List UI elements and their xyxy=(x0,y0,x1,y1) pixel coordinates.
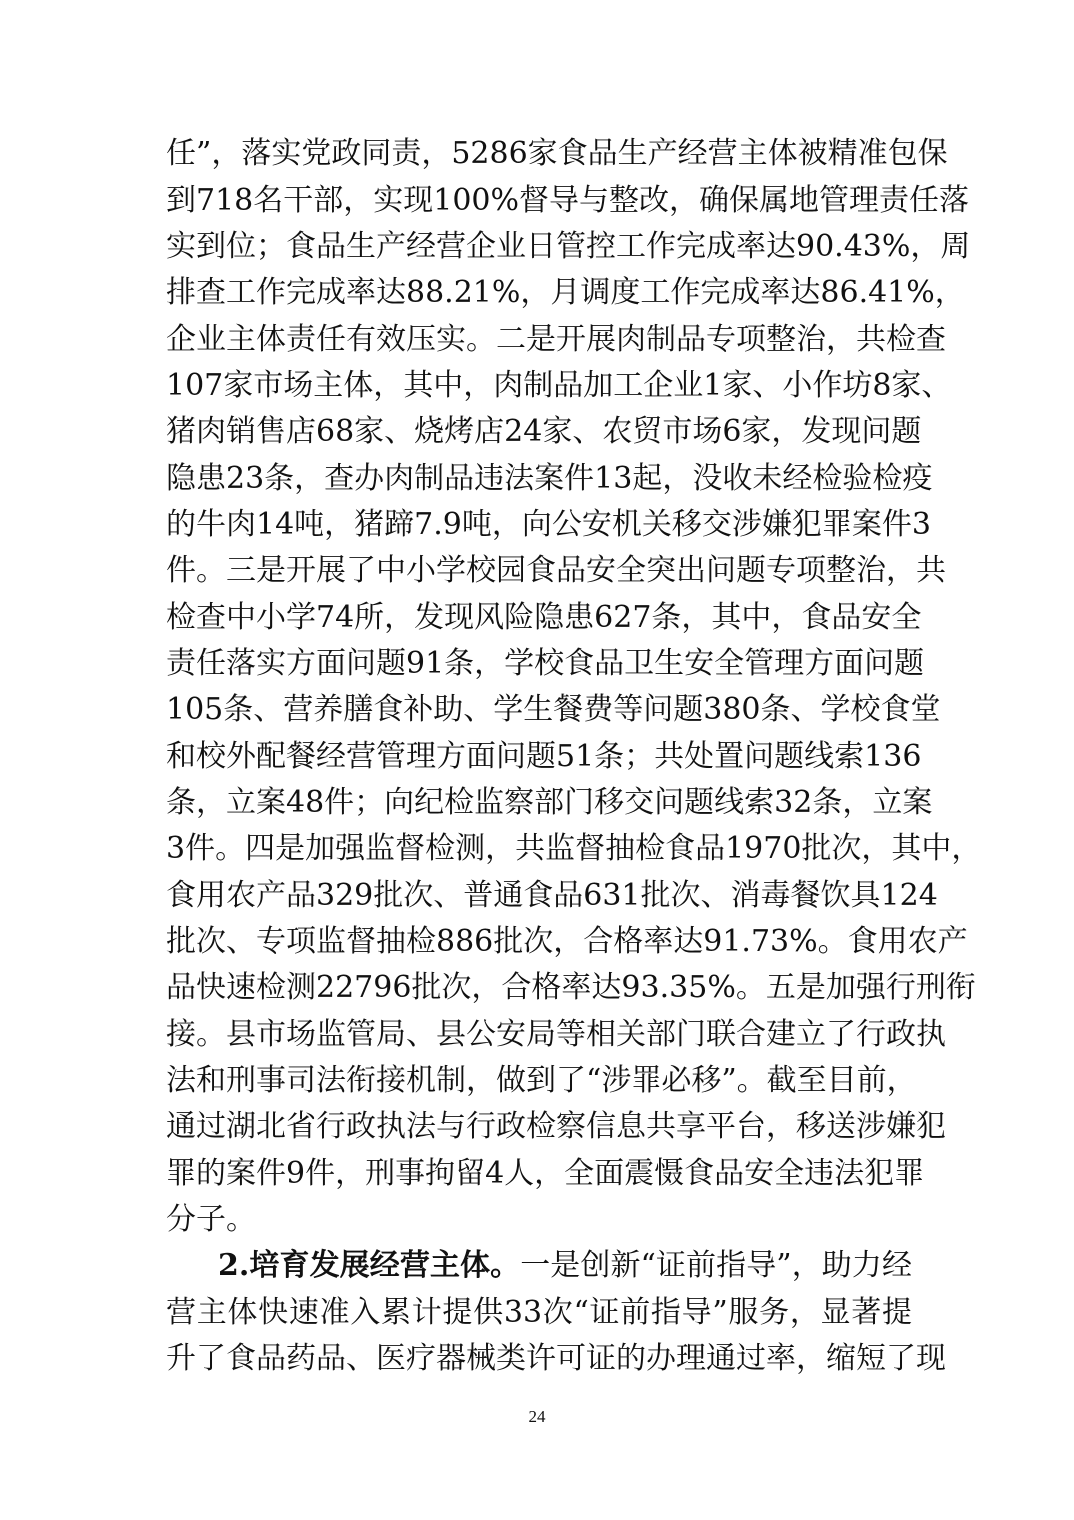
text-line: 升了食品药品、医疗器械类许可证的办理通过率，缩短了现 xyxy=(166,1341,946,1376)
text-line: 猪肉销售店68家、烧烤店24家、农贸市场6家，发现问题 xyxy=(166,414,922,449)
text-line: 任”，落实党政同责，5286家食品生产经营主体被精准包保 xyxy=(166,136,948,171)
text-line: 法和刑事司法衔接机制，做到了“涉罪必移”。截至目前， xyxy=(166,1063,917,1098)
section-heading: 2.培育发展经营主体。 xyxy=(218,1248,521,1283)
text-line: 107家市场主体，其中，肉制品加工企业1家、小作坊8家、 xyxy=(166,368,952,403)
text-line: 的牛肉14吨，猪蹄7.9吨，向公安机关移交涉嫌犯罪案件3 xyxy=(166,507,931,542)
text-line: 通过湖北省行政执法与行政检察信息共享平台，移送涉嫌犯 xyxy=(166,1109,946,1144)
page-number: 24 xyxy=(528,1407,546,1426)
text-line: 营主体快速准入累计提供33次“证前指导”服务，显著提 xyxy=(166,1295,912,1330)
text-line: 责任落实方面问题91条，学校食品卫生安全管理方面问题 xyxy=(166,646,925,681)
text-line: 隐患23条，查办肉制品违法案件13起，没收未经检验检疫 xyxy=(166,461,933,496)
text-line: 食用农产品329批次、普通食品631批次、消毒餐饮具124 xyxy=(166,878,938,913)
section-heading-line xyxy=(218,1244,912,1288)
text-line: 实到位；食品生产经营企业日管控工作完成率达90.43%，周 xyxy=(166,229,971,264)
text-line: 品快速检测22796批次，合格率达93.35%。五是加强行刑衔 xyxy=(166,970,976,1005)
text-line: 接。县市场监管局、县公安局等相关部门联合建立了行政执 xyxy=(166,1017,946,1052)
text-line: 和校外配餐经营管理方面问题51条；共处置问题线索136 xyxy=(166,739,922,774)
heading-line-text: 一是创新“证前指导”，助力经 xyxy=(520,1248,912,1283)
text-line: 检查中小学74所，发现风险隐患627条，其中，食品安全 xyxy=(166,600,922,635)
text-line: 分子。 xyxy=(166,1202,256,1237)
text-line: 企业主体责任有效压实。二是开展肉制品专项整治，共检查 xyxy=(166,322,946,357)
text-line: 条，立案48件；向纪检监察部门移交问题线索32条，立案 xyxy=(166,785,933,820)
text-line: 罪的案件9件，刑事拘留4人，全面震慑食品安全违法犯罪 xyxy=(166,1156,925,1191)
text-line: 排查工作完成率达88.21%，月调度工作完成率达86.41%， xyxy=(166,275,965,310)
text-line: 105条、营养膳食补助、学生餐费等问题380条、学校食堂 xyxy=(166,692,941,727)
text-line: 到718名干部，实现100%督导与整改，确保属地管理责任落 xyxy=(166,183,970,218)
text-line: 批次、专项监督抽检886批次，合格率达91.73%。食用农产 xyxy=(166,924,968,959)
text-line: 3件。四是加强监督检测，共监督抽检食品1970批次，其中， xyxy=(166,831,982,866)
text-line: 件。三是开展了中小学校园食品安全突出问题专项整治，共 xyxy=(166,553,946,588)
